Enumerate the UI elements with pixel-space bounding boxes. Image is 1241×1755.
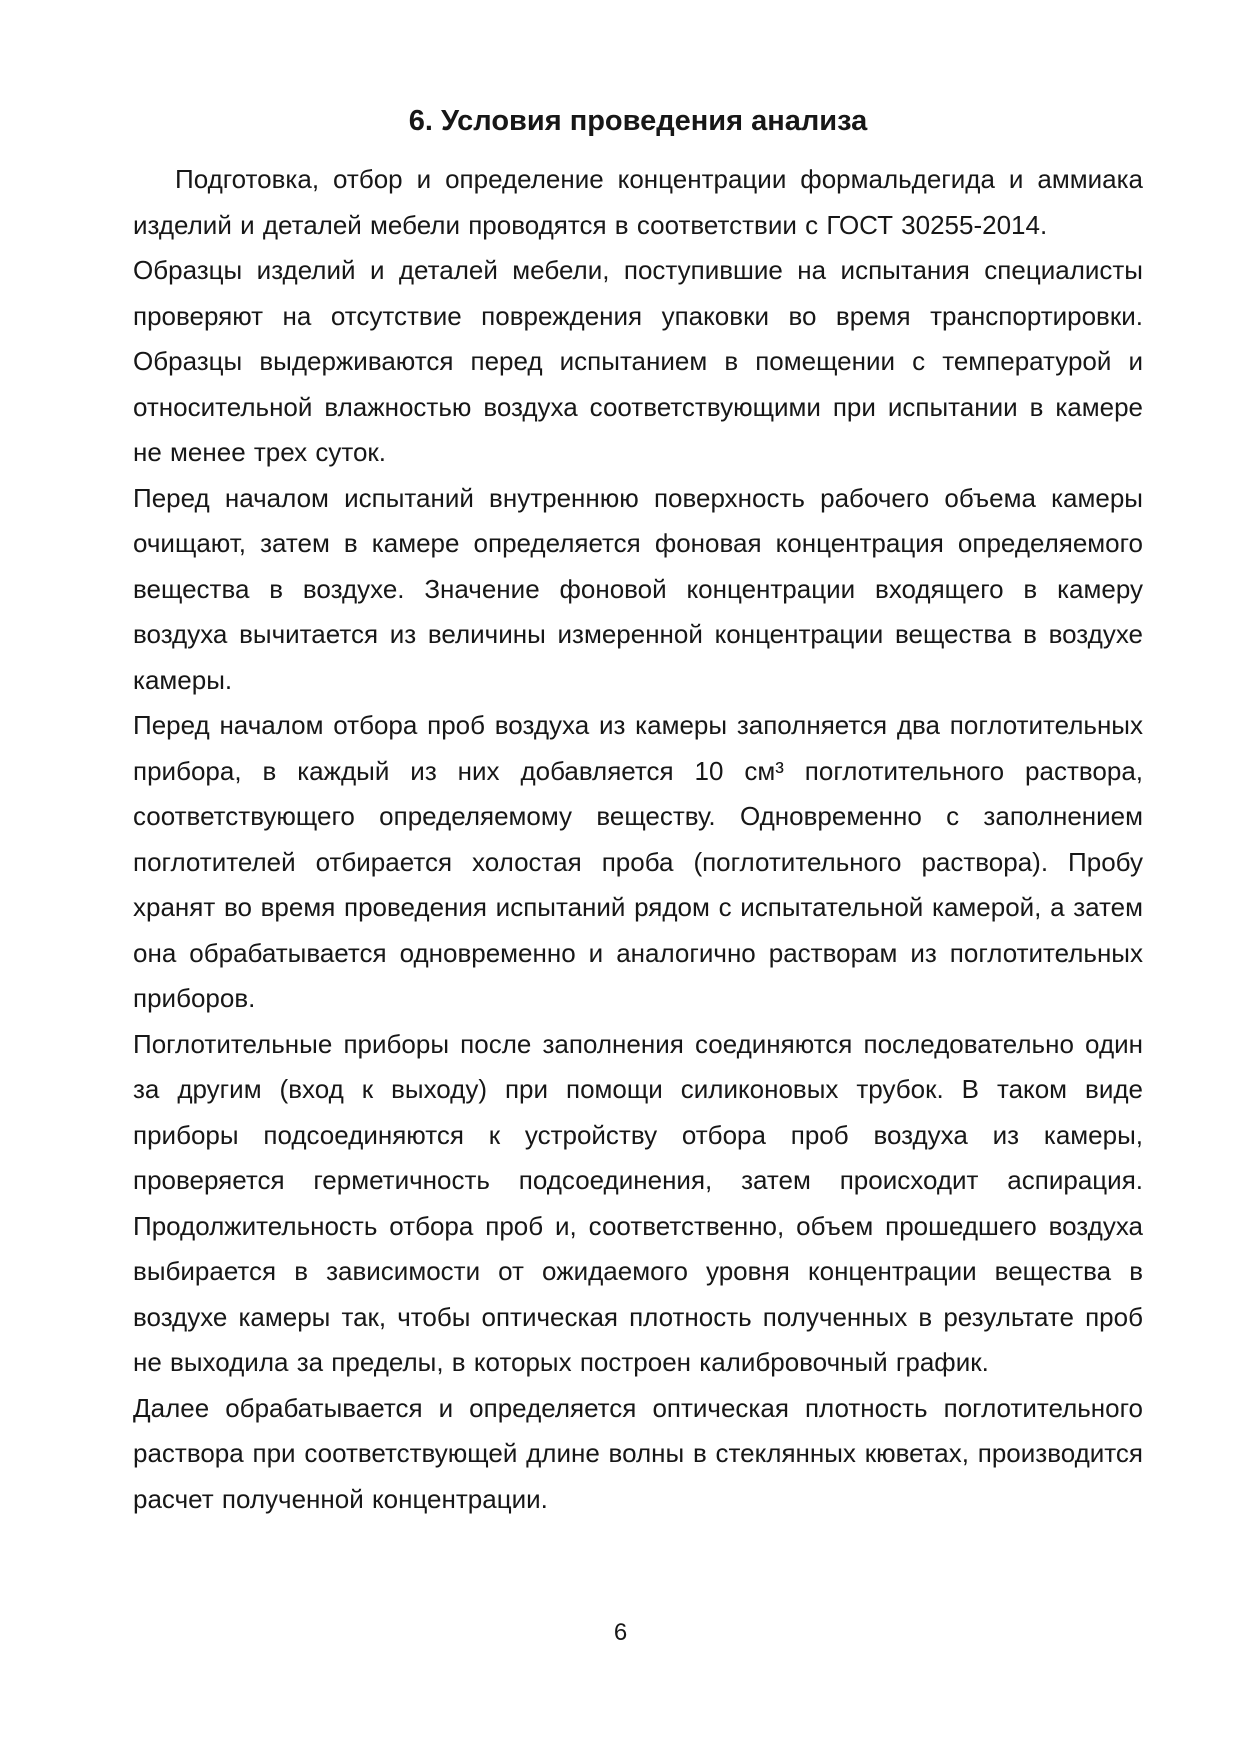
paragraph-optical-density-calculation: Далее обрабатывается и определяется оптическая плотность поглотительного раствора при соответствующей длине волны в стеклянных кюветах, производится расчет полученной концентрации. <box>133 1392 1143 1514</box>
paragraph-aspiration-procedure: Поглотительные приборы после заполнения соединяются последовательно один за другим (вход к выходу) при помощи силиконовых трубок. В таком виде приборы подсоединяются к устройству отбора проб воздуха из камеры, проверяется герметичность подсоединения, затем происходит аспирация. Продолжительность отбора проб и, соответственно, объем прошедшего воздуха выбирается в зависимости от ожидаемого уровня концентрации вещества в воздухе камеры так, чтобы оптическая плотность полученных в результате проб не выходила за пределы, в которых построен калибровочный график. <box>133 1028 1143 1377</box>
page-number: 6 <box>613 1619 628 1646</box>
document-content <box>133 102 1143 1522</box>
paragraph-background-concentration: Перед началом испытаний внутреннюю поверхность рабочего объема камеры очищают, затем в камере определяется фоновая концентрация определяемого вещества в воздухе. Значение фоновой концентрации входящего в камеру воздуха вычитается из величины измеренной концентрации вещества в воздухе камеры. <box>133 482 1143 695</box>
paragraph-preparation-gost: Подготовка, отбор и определение концентрации формальдегида и аммиака изделий и деталей мебели проводятся в соответствии с ГОСТ 30255-2014. <box>133 164 1143 240</box>
paragraph-absorption-devices-filling: Перед началом отбора проб воздуха из камеры заполняется два поглотительных прибора, в каждый из них добавляется 10 см³ поглотительного раствора, соответствующего определяемому веществу. Одновременно с заполнением поглотителей отбирается холостая проба (поглотительного раствора). Пробу хранят во время проведения испытаний рядом с испытательной камерой, а затем она обрабатывается одновременно и аналогично растворам из поглотительных приборов. <box>133 710 1143 1013</box>
page-title: 6. Условия проведения анализа <box>408 105 868 137</box>
paragraph-samples-inspection: Образцы изделий и деталей мебели, поступившие на испытания специалисты проверяют на отсутствие повреждения упаковки во время транспортировки. Образцы выдерживаются перед испытанием в помещении с температурой и относительной влажностью воздуха соответствующими при испытании в камере не менее трех суток. <box>133 255 1143 467</box>
